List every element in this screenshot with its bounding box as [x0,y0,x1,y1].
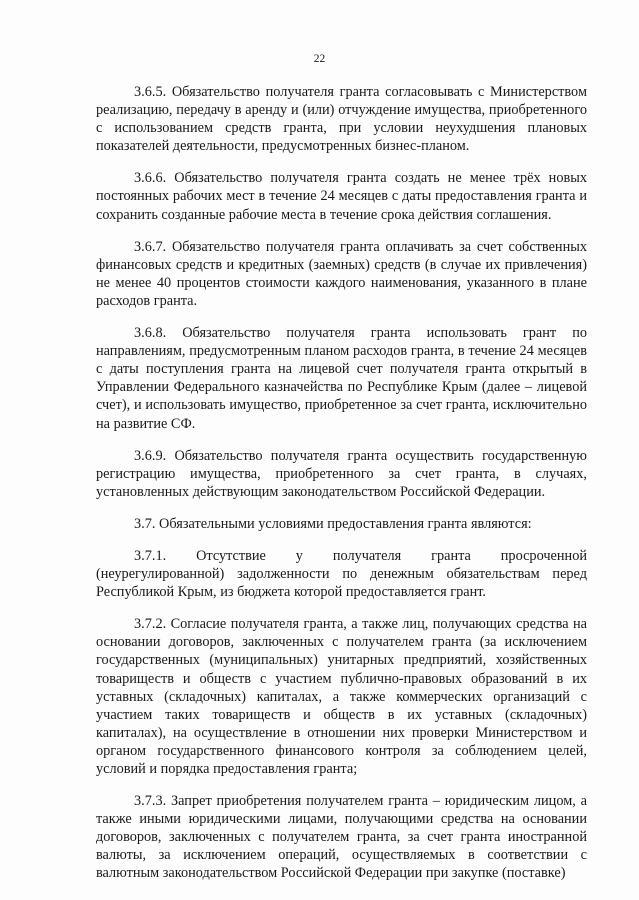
paragraph-3-6-5: 3.6.5. Обязательство получателя гранта согласовывать с Министерством реализацию, передачу в аренду и (или) отчуждение имущества, приобретенного с использованием средств гранта, при условии неухудшения плановых показателей деятельности, предусмотренных бизнес-планом. [96,84,587,155]
document-body [96,83,587,897]
paragraph-3-6-8: 3.6.8. Обязательство получателя гранта использовать грант по направлениям, предусмотренным планом расходов гранта, в течение 24 месяцев с даты поступления гранта на лицевой счет получателя гранта открытый в Управлении Федерального казначейства по Республике Крым (далее – лицевой счет), и использовать имущество, приобретенное за счет гранта, исключительно на развитие СФ. [96,325,587,432]
paragraph-3-7-1: 3.7.1. Отсутствие у получателя гранта просроченной (неурегулированной) задолженности по денежным обязательствам перед Республикой Крым, из бюджета которой предоставляется грант. [96,547,587,601]
paragraph-3-7: 3.7. Обязательными условиями предоставления гранта являются: [134,515,532,532]
paragraph-3-6-6: 3.6.6. Обязательство получателя гранта создать не менее трёх новых постоянных рабочих мест в течение 24 месяцев с даты предоставления гранта и сохранить созданные рабочие места в течение срока действия соглашения. [96,170,587,223]
page-number: 22 [313,53,326,65]
paragraph-3-6-9: 3.6.9. Обязательство получателя гранта осуществить государственную регистрацию имущества, приобретенного за счет гранта, в случаях, установленных действующим законодательством Российской Федерации. [96,447,587,500]
paragraph-3-6-7: 3.6.7. Обязательство получателя гранта оплачивать за счет собственных финансовых средств и кредитных (заемных) средств (в случае их привлечения) не менее 40 процентов стоимости каждого наименования, указанного в плане расходов гранта. [96,238,587,309]
paragraph-3-7-2: 3.7.2. Согласие получателя гранта, а также лиц, получающих средства на основании договоров, заключенных с получателем гранта (за исключением государственных (муниципальных) унитарных предприятий, хозяйственных товариществ и обществ с участием публично-правовых образований в их уставных (складочных) капиталах, а также коммерческих организаций с участием таких товариществ и обществ в их уставных (складочных) капиталах), на осуществление в отношении них проверки Министерством и органом государственного финансового контроля за соблюдением целей, условий и порядка предоставления гранта; [96,616,587,777]
paragraph-3-7-3: 3.7.3. Запрет приобретения получателем гранта – юридическим лицом, а также иными юридическими лицами, получающими средства на основании договоров, заключенных с получателем гранта, за счет гранта иностранной валюты, за исключением операций, осуществляемых в соответствии с валютным законодательством Российской Федерации при закупке (поставке) [96,793,587,882]
